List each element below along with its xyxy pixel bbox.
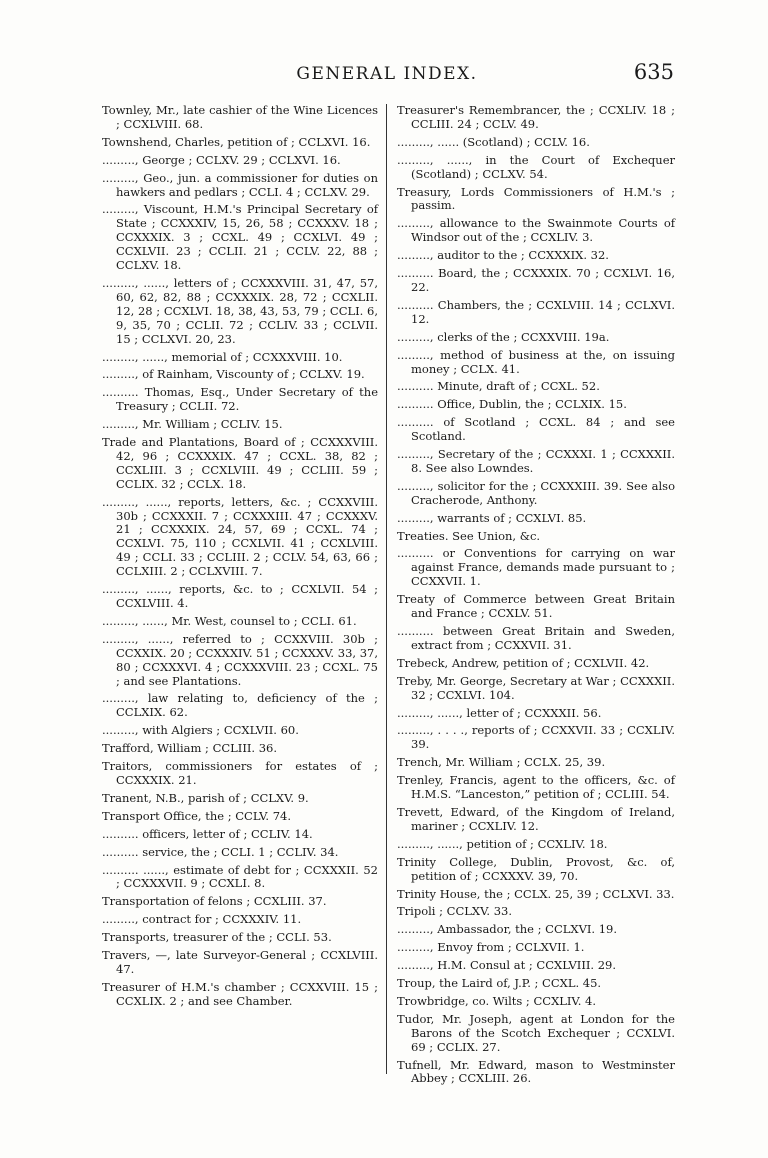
index-entry: Treaties. See Union, &c. [397, 528, 541, 543]
index-entry: .......... or Conventions for carrying on war against France, demands made pursuant to ; CCXXVII. 1. [397, 546, 675, 589]
index-entry: ........., ......, memorial of ; CCXXXVIII. 10. [102, 349, 343, 364]
index-entry: ........., ......, referred to ; CCXXVIII. 30b ; CCXXIX. 20 ; CCXXXIV. 51 ; CCXXXV. 33, 37, 80 ; CCXXXVI. 4 ; CCXXXVIII. 23 ; CCXL. 75 ; and see Plantations. [102, 631, 378, 688]
index-entry: .......... officers, letter of ; CCLIV. 14. [102, 826, 313, 841]
index-entry: ........., of Rainham, Viscounty of ; CCLXV. 19. [102, 367, 365, 382]
index-entry: Trafford, William ; CCLIII. 36. [102, 741, 278, 756]
index-entry: ........., auditor to the ; CCXXXIX. 32. [397, 248, 609, 263]
index-entry: Trade and Plantations, Board of ; CCXXXVIII. 42, 96 ; CCXXXIX. 47 ; CCXL. 38, 82 ; CCXLIII. 3 ; CCXLVIII. 49 ; CCLIII. 59 ; CCLIX. 32 ; CCLX. 18. [102, 435, 378, 491]
index-entry: Tufnell, Mr. Edward, mason to Westminster Abbey ; CCXLIII. 26. [397, 1057, 675, 1086]
index-entry: Troup, the Laird of, J.P. ; CCXL. 45. [397, 976, 602, 991]
index-entry: ........., ......, reports, letters, &c. ; CCXXVIII. 30b ; CCXXXII. 7 ; CCXXXIII. 47 ; CCXXXV. 21 ; CCXXXIX. 24, 57, 69 ; CCXL. 74 ; CCXLVI. 75, 110 ; CCXLVII. 41 ; CCXLVIII. 49 ; CCLI. 33 ; CCLIII. 2 ; CCLV. 54, 63, 66 ; CCLXIII. 2 ; CCLXVIII. 7. [102, 494, 378, 579]
index-entry: Trowbridge, co. Wilts ; CCXLIV. 4. [397, 993, 597, 1008]
index-entry: Trinity House, the ; CCLX. 25, 39 ; CCLXVI. 33. [397, 886, 675, 901]
index-entry: Traitors, commissioners for estates of ; CCXXXIX. 21. [102, 759, 378, 787]
page-number: 635 [633, 60, 674, 84]
page-header [100, 58, 674, 92]
index-entry: ........., ......, reports, &c. to ; CCXLVII. 54 ; CCXLVIII. 4. [102, 582, 378, 610]
index-entry: .......... Minute, draft of ; CCXL. 52. [397, 379, 600, 394]
index-entry: .......... ......, estimate of debt for ; CCXXXII. 52 ; CCXXXVII. 9 ; CCXLI. 8. [102, 862, 378, 891]
index-entry: ........., ......, letter of ; CCXXXII. 56. [397, 705, 602, 720]
index-entry: .......... Office, Dublin, the ; CCLXIX. 15. [397, 397, 627, 412]
index-entry: ........., Secretary of the ; CCXXXI. 1 ; CCXXXII. 8. See also Lowndes. [397, 447, 675, 475]
index-entry: ........., allowance to the Swainmote Courts of Windsor out of the ; CCXLIV. 3. [397, 216, 675, 245]
index-entry: .......... Chambers, the ; CCXLVIII. 14 ; CCLXVI. 12. [397, 297, 675, 326]
index-entry: ........., Ambassador, the ; CCLXVI. 19. [397, 922, 618, 937]
index-entry: Trevett, Edward, of the Kingdom of Ireland, mariner ; CCXLIV. 12. [397, 804, 675, 833]
index-entry: Trinity College, Dublin, Provost, &c. of, petition of ; CCXXXV. 39, 70. [397, 854, 675, 883]
index-entry: ........., clerks of the ; CCXXVIII. 19a. [397, 329, 610, 344]
index-entry: ........., Geo., jun. a commissioner for duties on hawkers and pedlars ; CCLI. 4 ; CCLXV. 29. [102, 170, 378, 199]
index-entry: Townshend, Charles, petition of ; CCLXVI. 16. [102, 134, 371, 149]
index-entry: Tripoli ; CCLXV. 33. [397, 904, 512, 919]
running-title: GENERAL INDEX. [296, 64, 478, 84]
index-entry: ........., ...... (Scotland) ; CCLV. 16. [397, 134, 590, 149]
index-entry: Transports, treasurer of the ; CCLI. 53. [102, 930, 332, 945]
index-entry: ........., ......, petition of ; CCXLIV. 18. [397, 836, 608, 851]
index-entry: ........., ......, in the Court of Exchequer (Scotland) ; CCLXV. 54. [397, 152, 675, 181]
index-entry: ........., with Algiers ; CCXLVII. 60. [102, 723, 299, 738]
index-entry: Trebeck, Andrew, petition of ; CCXLVII. 42. [397, 655, 650, 670]
index-entry: Treasurer of H.M.'s chamber ; CCXXVIII. 15 ; CCXLIX. 2 ; and see Chamber. [102, 979, 378, 1008]
index-entry: Treasury, Lords Commissioners of H.M.'s ; passim. [397, 184, 675, 213]
index-entry: .......... Board, the ; CCXXXIX. 70 ; CCXLVI. 16, 22. [397, 266, 675, 294]
index-entry: ........., method of business at the, on issuing money ; CCLX. 41. [397, 347, 675, 376]
index-entry: ........., contract for ; CCXXXIV. 11. [102, 912, 302, 927]
index-entry: Townley, Mr., late cashier of the Wine Licences ; CCXLVIII. 68. [102, 103, 378, 131]
index-entry: .......... Thomas, Esq., Under Secretary of the Treasury ; CCLII. 72. [102, 385, 378, 414]
index-column-right [397, 104, 675, 1090]
index-entry: Treby, Mr. George, Secretary at War ; CCXXXII. 32 ; CCXLVI. 104. [397, 673, 675, 702]
index-entry: Trench, Mr. William ; CCLX. 25, 39. [397, 755, 606, 770]
index-entry: Treaty of Commerce between Great Britain and France ; CCXLV. 51. [397, 592, 675, 621]
index-entry: ........., . . . ., reports of ; CCXXVII. 33 ; CCXLIV. 39. [397, 723, 675, 752]
index-entry: ........., warrants of ; CCXLVI. 85. [397, 510, 587, 525]
index-entry: ........., Mr. William ; CCLIV. 15. [102, 417, 283, 432]
index-entry: ........., ......, Mr. West, counsel to ; CCLI. 61. [102, 613, 357, 628]
index-entry: ........., law relating to, deficiency of the ; CCLXIX. 62. [102, 691, 378, 720]
index-entry: .......... of Scotland ; CCXL. 84 ; and see Scotland. [397, 415, 675, 444]
column-divider [386, 104, 387, 1074]
index-entry: Tudor, Mr. Joseph, agent at London for the Barons of the Scotch Exchequer ; CCXLVI. 69 ; CCLIX. 27. [397, 1011, 675, 1054]
index-column-left [102, 104, 378, 1013]
index-entry: Transport Office, the ; CCLV. 74. [102, 808, 292, 823]
index-entry: ........., solicitor for the ; CCXXXIII. 39. See also Cracherode, Anthony. [397, 478, 675, 507]
index-entry: Treasurer's Remembrancer, the ; CCXLIV. 18 ; CCLIII. 24 ; CCLV. 49. [397, 103, 675, 131]
index-entry: Trenley, Francis, agent to the officers, &c. of H.M.S. “Lanceston,” petition of ; CCLIII. 54. [397, 773, 675, 802]
index-entry: Transportation of felons ; CCXLIII. 37. [102, 894, 327, 909]
index-entry: ........., ......, letters of ; CCXXXVIII. 31, 47, 57, 60, 62, 82, 88 ; CCXXXIX. 28, 72 ; CCXLII. 12, 28 ; CCXLVI. 18, 38, 43, 53, 79 ; CCLI. 6, 9, 35, 70 ; CCLII. 72 ; CCLIV. 33 ; CCLVII. 15 ; CCLXVI. 20, 23. [102, 275, 378, 346]
index-entry: .......... service, the ; CCLI. 1 ; CCLIV. 34. [102, 844, 339, 859]
index-entry: ........., Envoy from ; CCLXVII. 1. [397, 940, 585, 955]
index-entry: Tranent, N.B., parish of ; CCLXV. 9. [102, 790, 309, 805]
index-entry: Travers, —, late Surveyor-General ; CCXLVIII. 47. [102, 948, 378, 976]
index-entry: .......... between Great Britain and Sweden, extract from ; CCXXVII. 31. [397, 624, 675, 652]
index-entry: ........., George ; CCLXV. 29 ; CCLXVI. 16. [102, 152, 341, 167]
index-entry: ........., H.M. Consul at ; CCXLVIII. 29. [397, 958, 617, 973]
index-entry: ........., Viscount, H.M.'s Principal Secretary of State ; CCXXXIV, 15, 26, 58 ; CCXXXV. 18 ; CCXXXIX. 3 ; CCXL. 49 ; CCXLVI. 49 ; CCXLVII. 23 ; CCLII. 21 ; CCLV. 22, 88 ; CCLXV. 18. [102, 202, 378, 273]
